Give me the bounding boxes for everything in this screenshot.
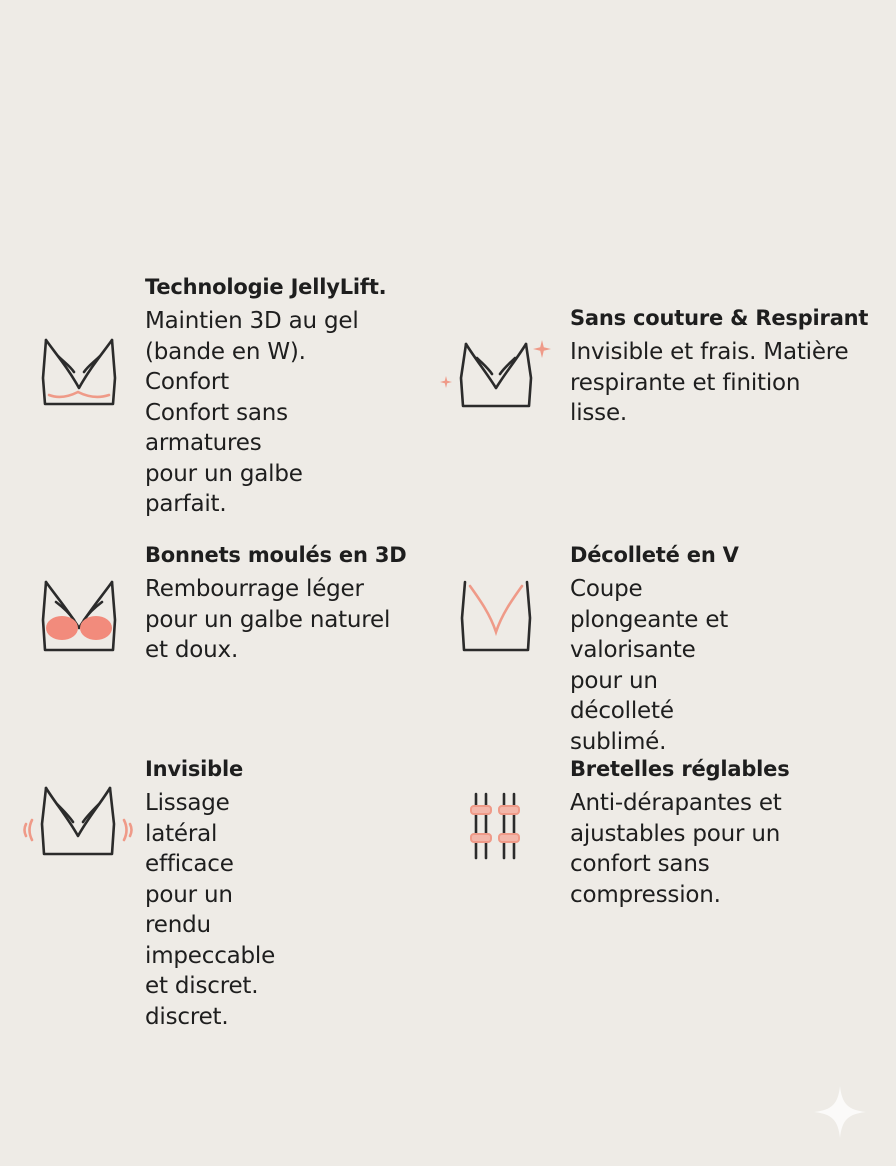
feature-description: Invisible et frais. Matière respirante et finition lisse. [570, 339, 849, 426]
bra-seamless-sparkle-icon [438, 338, 554, 410]
feature-title: Technologie JellyLift. [145, 275, 387, 299]
bra-w-band-icon [40, 338, 118, 410]
feature-title: Bonnets moulés en 3D [145, 543, 407, 567]
v-neckline-icon [460, 580, 532, 652]
feature-title: Décolleté en V [570, 543, 739, 567]
bra-molded-cups-icon [40, 580, 118, 652]
adjustable-straps-icon [468, 792, 526, 860]
feature-description: Coupe plongeante et valorisante pour un décolleté sublimé. [570, 576, 729, 755]
feature-title: Invisible [145, 757, 244, 781]
bra-side-smoothing-icon [20, 786, 136, 858]
feature-description: Anti-dérapantes et ajustables pour un confort sans compression. [570, 790, 782, 908]
feature-title: Sans couture & Respirant [570, 306, 869, 330]
feature-description: Rembourrage léger pour un galbe naturel et doux. [145, 576, 391, 663]
feature-description: Lissage latéral efficace pour un rendu impeccable et discret. discret. [145, 790, 276, 1030]
feature-title: Bretelles réglables [570, 757, 790, 781]
feature-description: Maintien 3D au gel (bande en W). Confort Confort sans armatures pour un galbe parfait. [145, 308, 359, 517]
sparkle-watermark-icon [814, 1086, 866, 1142]
